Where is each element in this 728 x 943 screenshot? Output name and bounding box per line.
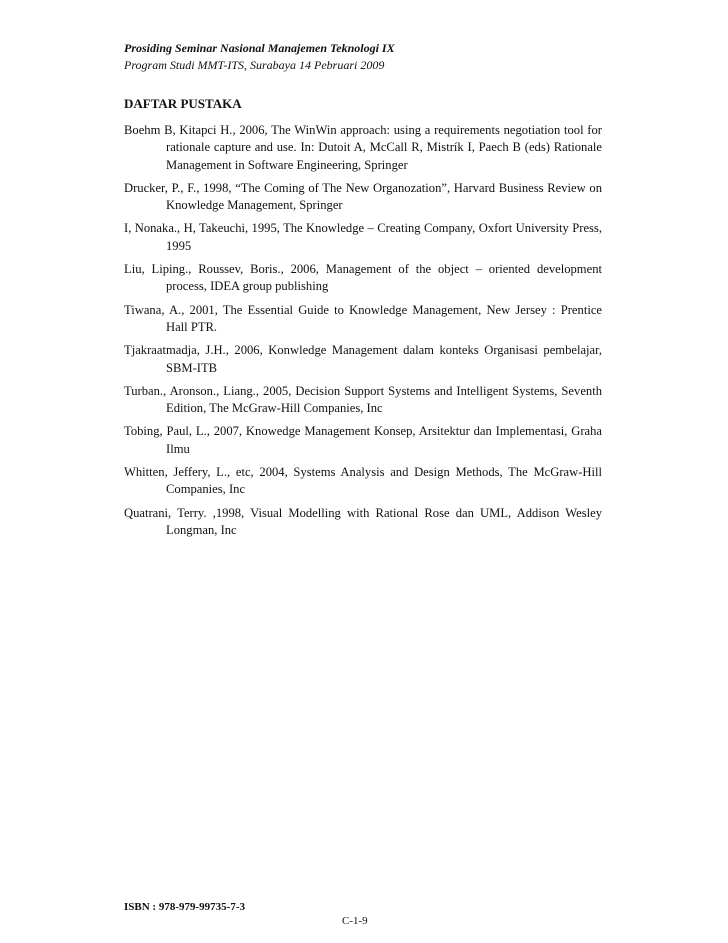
reference-item: Turban., Aronson., Liang., 2005, Decision Support Systems and Intelligent Systems, Seventh Edition, The McGraw-Hill Companies, Inc xyxy=(124,383,602,416)
reference-item: Tjakraatmadja, J.H., 2006, Konwledge Management dalam konteks Organisasi pembelajar, SBM-ITB xyxy=(124,343,602,375)
isbn-footer: ISBN : 978-979-99735-7-3 xyxy=(124,901,245,913)
section-title: DAFTAR PUSTAKA xyxy=(124,96,242,111)
reference-item: I, Nonaka., H, Takeuchi, 1995, The Knowledge – Creating Company, Oxfort University Press, 1995 xyxy=(124,221,602,253)
reference-item: Whitten, Jeffery, L., etc, 2004, Systems Analysis and Design Methods, The McGraw-Hill Companies, Inc xyxy=(124,465,602,497)
reference-item: Tiwana, A., 2001, The Essential Guide to Knowledge Management, New Jersey : Prentice Hall PTR. xyxy=(124,302,602,334)
reference-item: Drucker, P., F., 1998, “The Coming of The New Organozation”, Harvard Business Review on Knowledge Management, Springer xyxy=(124,180,602,213)
reference-item: Quatrani, Terry. ,1998, Visual Modelling with Rational Rose dan UML, Addison Wesley Longman, Inc xyxy=(124,505,602,537)
reference-item: Tobing, Paul, L., 2007, Knowedge Management Konsep, Arsitektur dan Implementasi, Graha Ilmu xyxy=(124,424,602,456)
reference-item: Liu, Liping., Roussev, Boris., 2006, Management of the object – oriented development process, IDEA group publishing xyxy=(124,262,602,294)
header-subtitle: Program Studi MMT-ITS, Surabaya 14 Pebruari 2009 xyxy=(124,58,385,72)
proceedings-header xyxy=(124,40,395,74)
reference-list xyxy=(124,122,602,545)
header-title: Prosiding Seminar Nasional Manajemen Teknologi IX xyxy=(124,41,395,55)
page-number: C-1-9 xyxy=(342,915,368,927)
reference-item: Boehm B, Kitapci H., 2006, The WinWin approach: using a requirements negotiation tool for rationale capture and use. In: Dutoit A, McCall R, Mistrík I, Paech B (eds) Rationale Management in Software Engineering, Springer xyxy=(124,123,602,172)
